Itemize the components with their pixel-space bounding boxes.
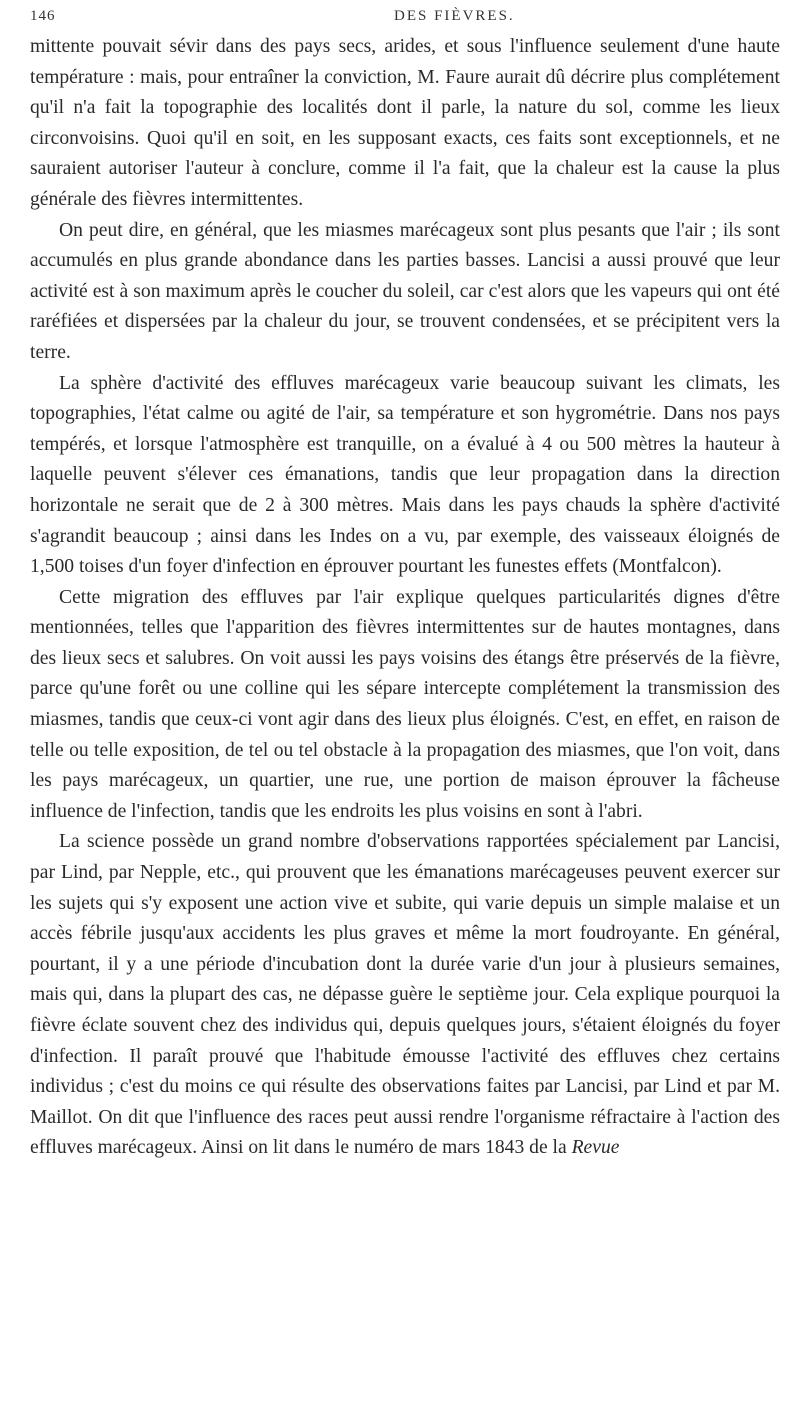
journal-title: Revue bbox=[571, 1137, 620, 1159]
page-header bbox=[30, 4, 780, 32]
page-number: 146 bbox=[30, 8, 56, 24]
running-title: DES FIÈVRES. bbox=[394, 8, 515, 24]
paragraph-miasmes bbox=[30, 216, 780, 369]
paragraph-text: La science possède un grand nombre d'observations rapportées spécialement par Lancisi, par Lind, par Nepple, etc., qui prouvent que les émanations marécageuses peuvent exercer sur les sujets qui s'y exposent une action vive et subite, qui varie depuis un simple malaise et un accès fébrile jusqu'aux accidents les plus graves et même la mort foudroyante. En général, pourtant, il y a une période d'incubation dont la durée varie d'un jour à plusieurs semaines, mais qui, dans la plupart des cas, ne dépasse guère le septième jour. Cela explique pourquoi la fièvre éclate souvent chez des individus qui, depuis quelques jours, s'étaient éloignés du foyer d'infection. Il paraît prouvé que l'habitude émousse l'activité des effluves chez certains individus ; c'est du moins ce qui résulte des observations faites par Lancisi, par Lind et par M. Maillot. On dit que l'influence des races peut aussi rendre l'organisme réfractaire à l'action des effluves marécageux. Ainsi on lit dans le numéro de mars 1843 de la bbox=[30, 831, 780, 1159]
paragraph-text: Cette migration des effluves par l'air explique quelques particularités dignes d'être mentionnées, telles que l'apparition des fièvres intermittentes sur de hautes montagnes, dans des lieux secs et salubres. On voit aussi les pays voisins des étangs être préservés de la fièvre, parce qu'une forêt ou une colline qui les sépare intercepte complétement la transmission des miasmes, tandis que ceux-ci vont agir dans des lieux plus éloignés. C'est, en effet, en raison de telle ou telle exposition, de tel ou tel obstacle à la propagation des miasmes, que l'on voit, dans les pays marécageux, un quartier, une rue, une portion de maison éprouver la fâcheuse influence de l'infection, tandis que les endroits les plus voisins en sont à l'abri. bbox=[30, 586, 780, 822]
paragraph-observations bbox=[30, 827, 780, 1164]
paragraph-text: La sphère d'activité des effluves marécageux varie beaucoup suivant les climats, les topographies, l'état calme ou agité de l'air, sa température et son hygrométrie. Dans nos pays tempérés, et lorsque l'atmosphère est tranquille, on a évalué à 4 ou 500 mètres la hauteur à laquelle peuvent s'élever ces émanations, tandis que leur propagation dans la direction horizontale ne serait que de 2 à 300 mètres. Mais dans les pays chauds la sphère d'activité s'agrandit beaucoup ; ainsi dans les Indes on a vu, par exemple, des vaisseaux éloignés de 1,500 toises d'un foyer d'infection en éprouver pourtant les funestes effets (Montfalcon). bbox=[30, 372, 780, 578]
paragraph-continuation bbox=[30, 32, 780, 216]
paragraph-migration bbox=[30, 583, 780, 828]
paragraph-text: On peut dire, en général, que les miasmes marécageux sont plus pesants que l'air ; ils sont accumulés en plus grande abondance dans les parties basses. Lancisi a aussi prouvé que leur activité est à son maximum après le coucher du soleil, car c'est alors que les vapeurs qui ont été raréfiées et dispersées par la chaleur du jour, se trouvent condensées, et se précipitent vers la terre. bbox=[30, 219, 780, 363]
paragraph-sphere-activite bbox=[30, 369, 780, 583]
body-text bbox=[30, 32, 780, 1164]
book-page bbox=[30, 4, 780, 1164]
paragraph-text: mittente pouvait sévir dans des pays secs, arides, et sous l'influence seulement d'une haute température : mais, pour entraîner la conviction, M. Faure aurait dû décrire plus complétement qu'il n'a fait la topographie des localités dont il parle, la nature du sol, comme les lieux circonvoisins. Quoi qu'il en soit, en les supposant exacts, ces faits sont exceptionnels, et ne sauraient autoriser l'auteur à conclure, comme il l'a fait, que la chaleur est la cause la plus générale des fièvres intermittentes. bbox=[30, 36, 780, 210]
